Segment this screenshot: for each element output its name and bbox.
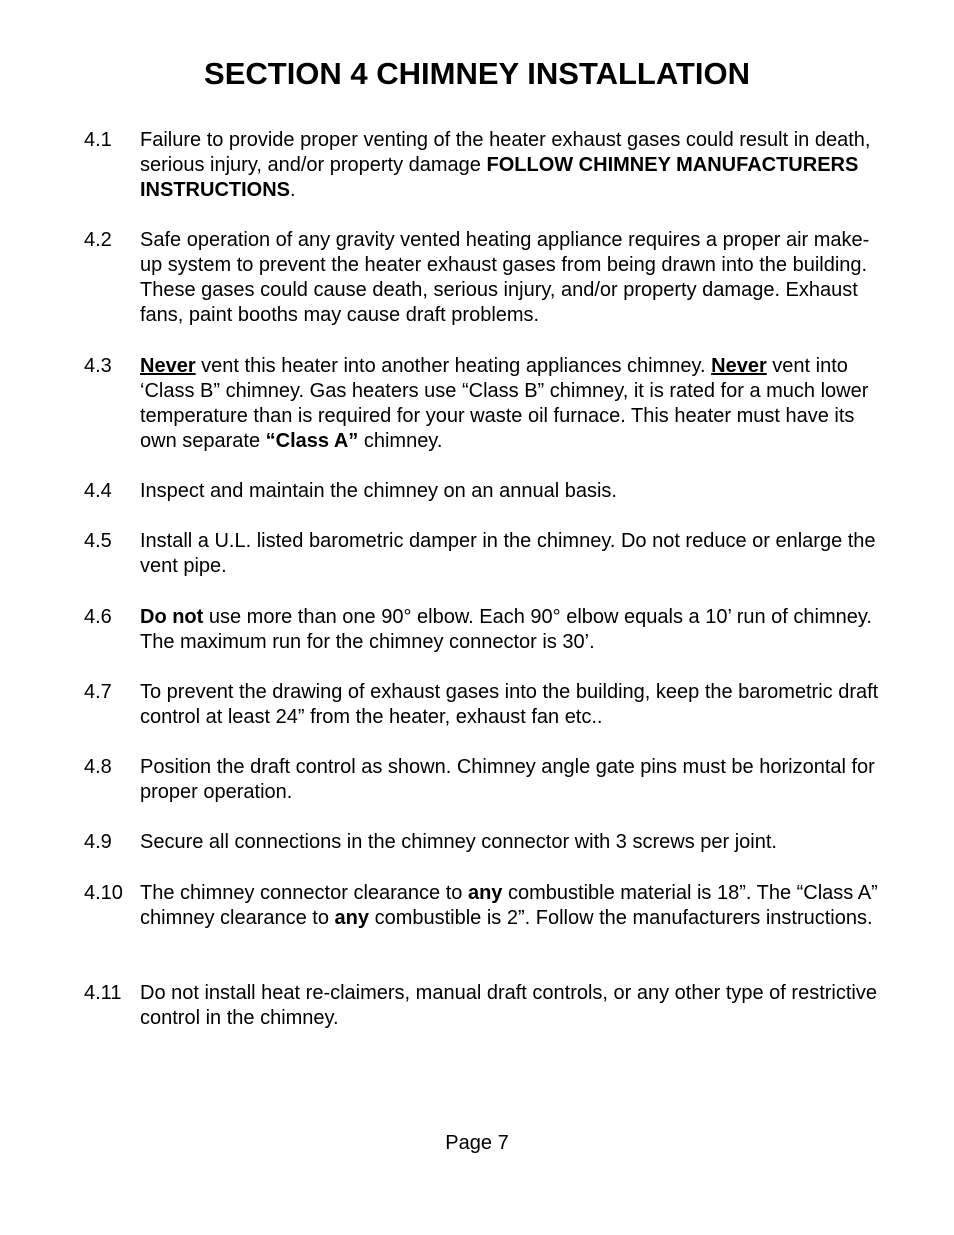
item-text-part: vent this heater into another heating appliances chimney. bbox=[195, 355, 712, 377]
list-item-4-4 bbox=[84, 479, 884, 504]
list-item-4-10 bbox=[84, 881, 884, 931]
item-text: Position the draft control as shown. Chimney angle gate pins must be horizontal for proper operation. bbox=[140, 756, 875, 803]
item-text-bold: “Class A” bbox=[265, 430, 359, 452]
item-text: Safe operation of any gravity vented heating appliance requires a proper air make-up system to prevent the heater exhaust gases from being drawn into the building. These gases could cause death, serious injury, and/or property damage. Exhaust fans, paint booths may cause draft problems. bbox=[140, 229, 870, 326]
item-number: 4.10 bbox=[84, 882, 123, 904]
item-text-bold: any bbox=[467, 882, 503, 904]
item-number: 4.5 bbox=[84, 530, 112, 552]
item-number: 4.2 bbox=[84, 229, 112, 251]
item-text-part: The chimney connector clearance to bbox=[140, 882, 468, 904]
item-number: 4.8 bbox=[84, 756, 112, 778]
item-number: 4.7 bbox=[84, 681, 112, 703]
item-text bbox=[140, 128, 884, 203]
item-number: 4.1 bbox=[84, 129, 112, 151]
list-item-4-11 bbox=[84, 981, 884, 1031]
list-item-4-6 bbox=[84, 605, 884, 655]
page-number: Page 7 bbox=[445, 1132, 509, 1154]
item-text-bold-underline: Never bbox=[140, 355, 196, 377]
list-item-4-8 bbox=[84, 755, 884, 805]
item-text-bold: Do not bbox=[140, 606, 204, 628]
item-text-bold-underline: Never bbox=[711, 355, 767, 377]
item-text bbox=[140, 605, 884, 655]
item-text-part: chimney. bbox=[358, 430, 443, 452]
item-text-part: combustible is 2”. Follow the manufacturers instructions. bbox=[369, 907, 873, 929]
item-text: Inspect and maintain the chimney on an annual basis. bbox=[140, 480, 617, 502]
item-text: Install a U.L. listed barometric damper in the chimney. Do not reduce or enlarge the vent pipe. bbox=[140, 530, 876, 577]
item-text bbox=[140, 881, 884, 931]
item-text bbox=[140, 354, 884, 454]
item-number: 4.3 bbox=[84, 355, 112, 377]
item-number: 4.9 bbox=[84, 831, 112, 853]
item-text-bold: FOLLOW CHIMNEY MANUFACTURERS INSTRUCTIONS bbox=[140, 154, 859, 201]
item-number: 4.11 bbox=[84, 982, 122, 1004]
list-item-4-1 bbox=[84, 128, 884, 203]
item-text-part: Failure to provide proper venting of the heater exhaust gases could result in death, serious injury, and/or property damage bbox=[140, 129, 871, 176]
item-text-part: . bbox=[290, 179, 296, 201]
item-text-bold: any bbox=[334, 907, 370, 929]
list-item-4-2 bbox=[84, 228, 884, 328]
item-text-part: vent into ‘Class B” chimney. Gas heaters use “Class B” chimney, it is rated for a much lower temperature than is required for your waste oil furnace. This heater must have its own separate bbox=[140, 355, 869, 452]
item-text: Do not install heat re-claimers, manual draft controls, or any other type of restrictive control in the chimney. bbox=[140, 982, 877, 1029]
page-title: SECTION 4 CHIMNEY INSTALLATION bbox=[204, 56, 750, 91]
list-item-4-3 bbox=[84, 354, 884, 454]
list-item-4-7 bbox=[84, 680, 884, 730]
item-text-part: combustible material is 18”. The “Class A” chimney clearance to bbox=[140, 882, 878, 929]
item-text: To prevent the drawing of exhaust gases into the building, keep the barometric draft control at least 24” from the heater, exhaust fan etc.. bbox=[140, 681, 879, 728]
item-number: 4.6 bbox=[84, 606, 112, 628]
list-item-4-5 bbox=[84, 529, 884, 579]
item-number: 4.4 bbox=[84, 480, 112, 502]
item-text: Secure all connections in the chimney connector with 3 screws per joint. bbox=[140, 831, 777, 853]
list-item-4-9 bbox=[84, 830, 884, 855]
item-text-part: use more than one 90° elbow. Each 90° elbow equals a 10’ run of chimney. The maximum run for the chimney connector is 30’. bbox=[140, 606, 872, 653]
